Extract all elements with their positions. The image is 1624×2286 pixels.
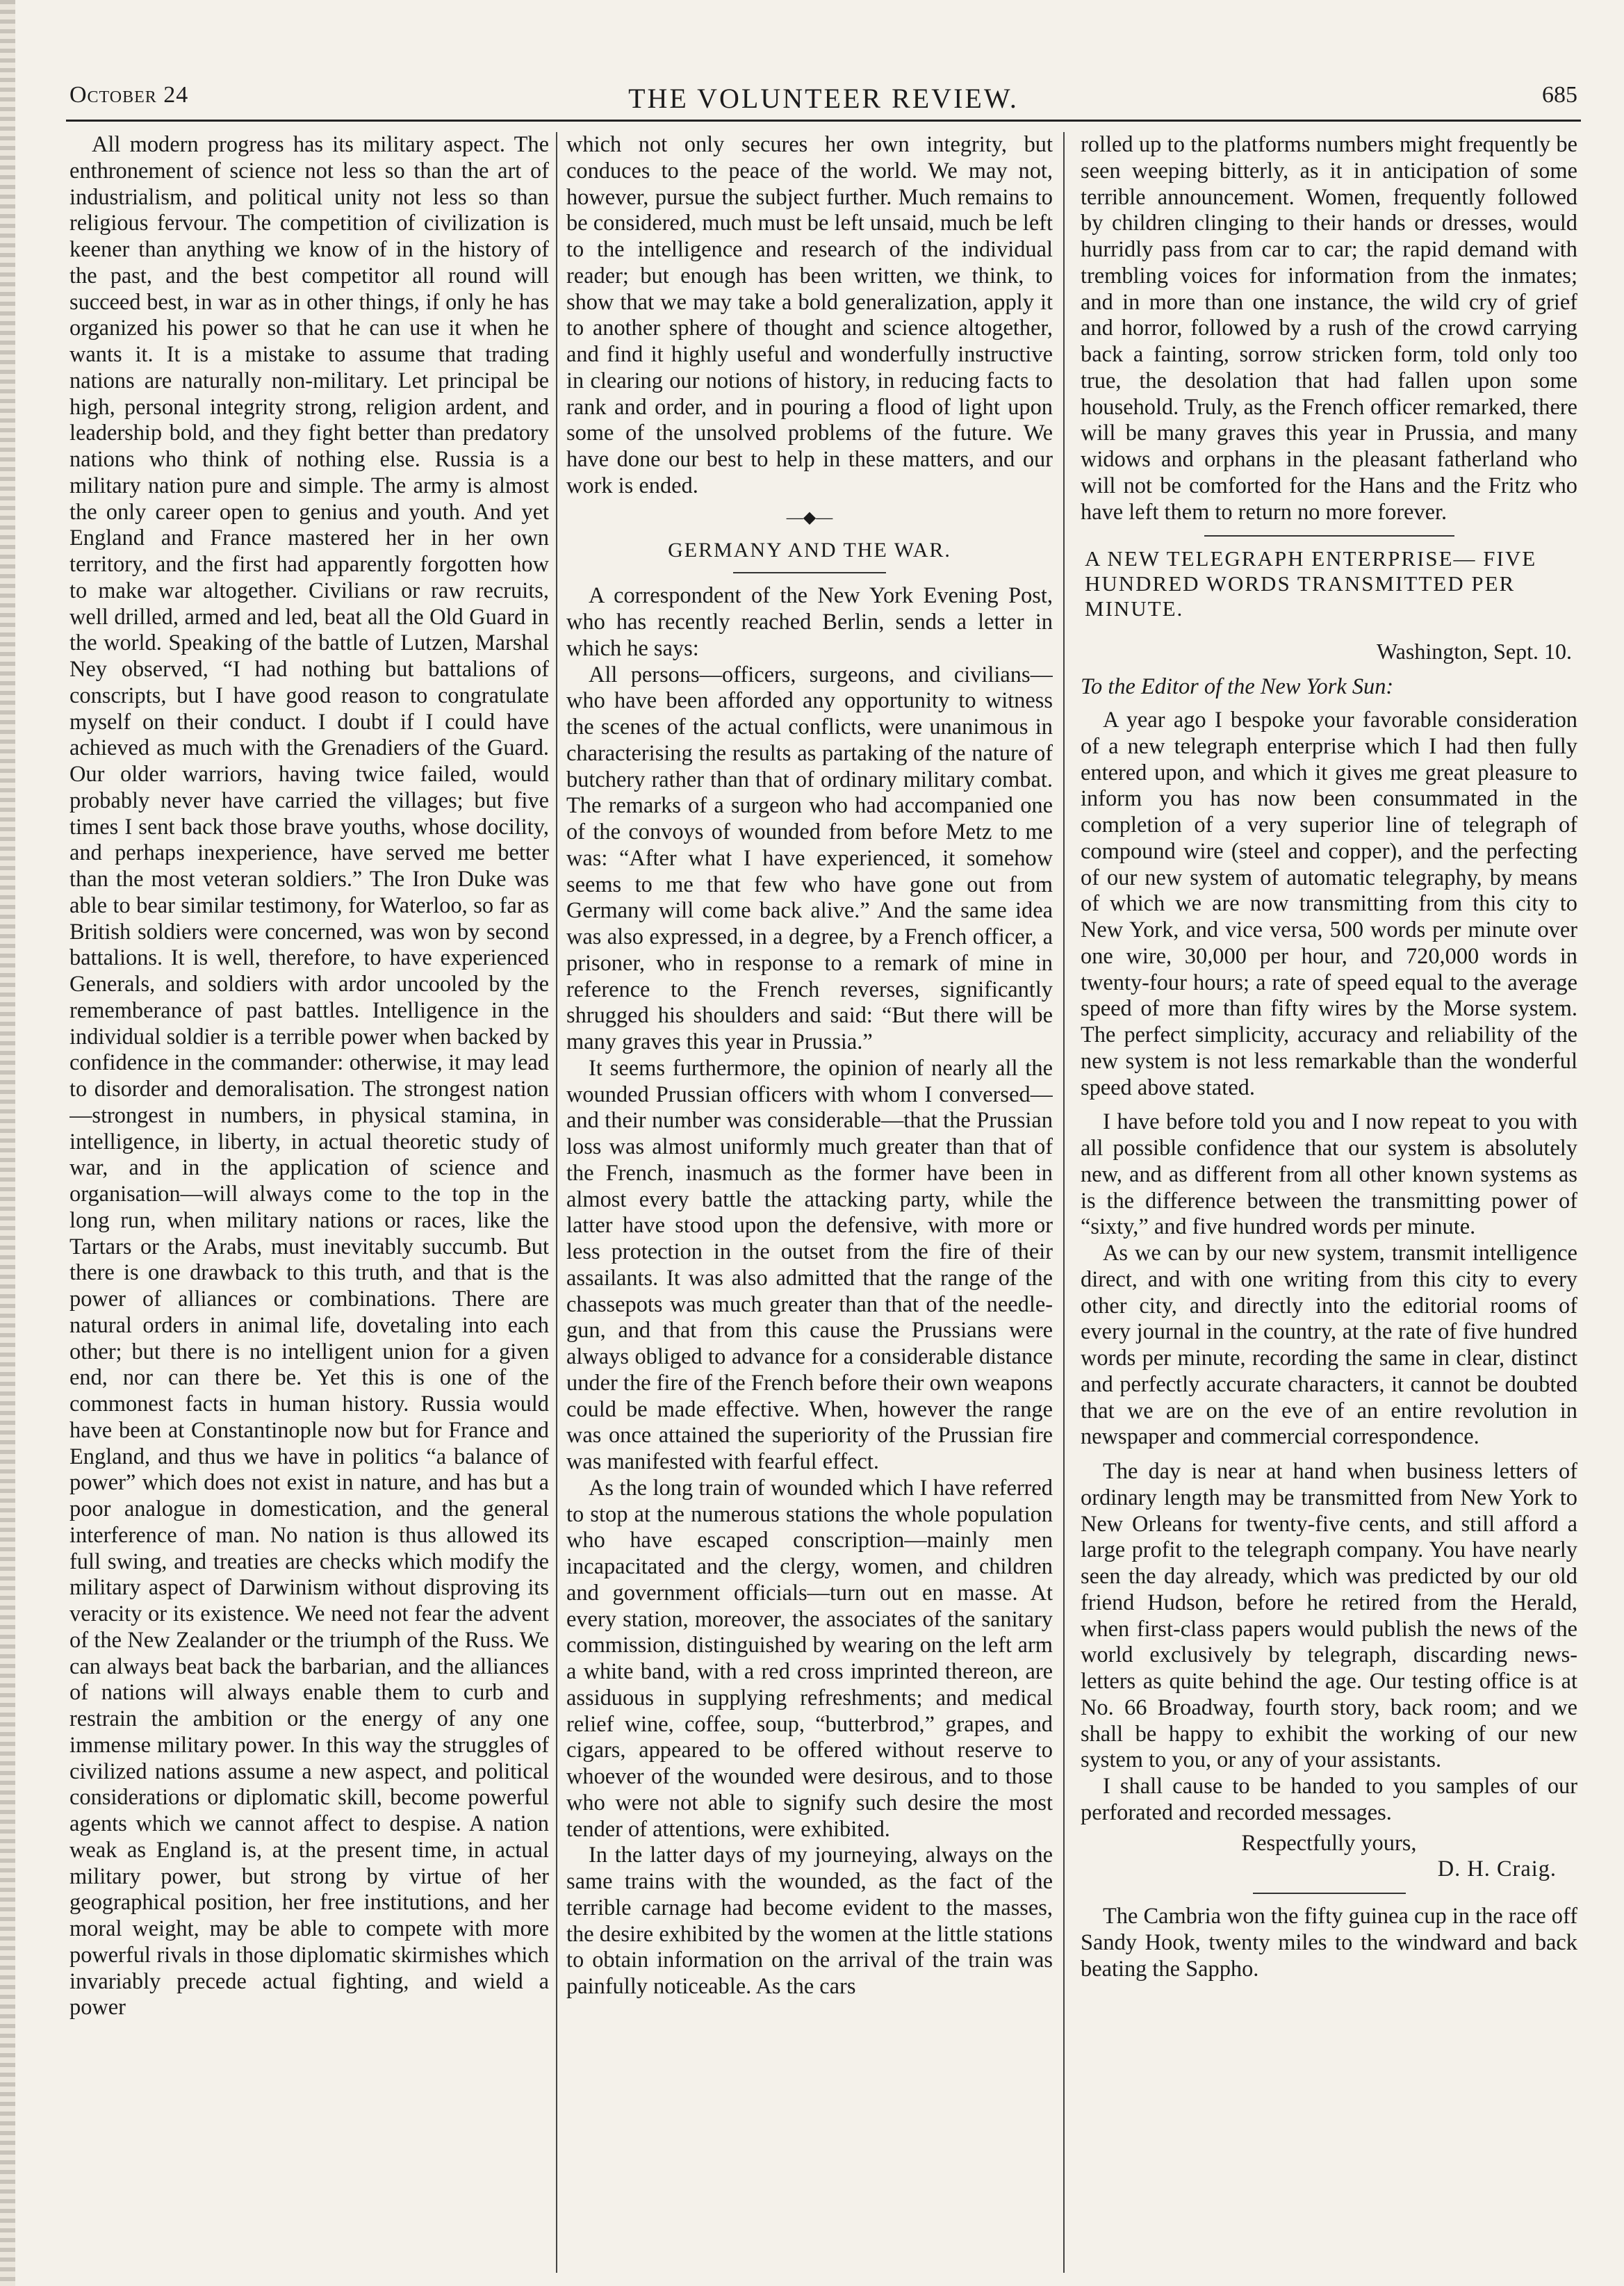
section-rule <box>733 572 886 573</box>
article-paragraph: A correspondent of the New York Evening Post, who has recently reached Berlin, sends a letter in which he says: <box>566 583 1053 661</box>
column-2 <box>566 132 1053 2259</box>
column-divider-1 <box>556 132 557 2273</box>
letter-signature: D. H. Craig. <box>1437 1856 1557 1882</box>
article-continuation: rolled up to the platforms numbers might frequently be seen weeping bitterly, as it in anticipation of some terrible announcement. Women, frequently followed by children clinging to their hands or dresses, would hurridly pass from car to car; the rapid demand with trembling voices for information from the inmates; and in more than one instance, the wild cry of grief and horror, followed by a rush of the crowd carrying back a fainting, sorrow stricken form, told only too true, the desolation that had fallen upon some household. Truly, as the French officer remarked, there will be many graves this year in Prussia, and many widows and orphans in the pleasant fatherland who will not be comforted for the Hans and the Fritz who have left them to return no more forever. <box>1081 132 1577 525</box>
page-header <box>69 82 1577 124</box>
letter-paragraph: The day is near at hand when business letters of ordinary length may be transmitted from New York to New Orleans for twenty-five cents, and still afford a large profit to the telegraph company. You have nearly seen the day already, which was predicted by our old friend Hudson, before he retired from the Herald, when first-class papers would publish the news of the world exclusively by telegraph, discarding news-letters as quite behind the age. Our testing office is at No. 66 Broadway, fourth story, back room; and we shall be happy to exhibit the working of our new system to you, or any of your assistants. <box>1081 1459 1577 1773</box>
publication-title: THE VOLUNTEER REVIEW. <box>628 83 1019 114</box>
article-paragraph: As the long train of wounded which I have referred to stop at the numerous stations the whole population who have escaped conscription—mainly men incapacitated and the clergy, women, and children and government officials—turn out en masse. At every station, moreover, the associates of the sanitary commission, distinguished by wearing on the left arm a white band, with a red cross imprinted thereon, are assiduous in supplying refreshments; and medical relief wine, coffee, soup, “butterbrod,” grapes, and cigars, appeared to be offered without reserve to whoever of the wounded were desirous, and to those who were not able to signify such desire the most tender of attentions, were exhibited. <box>566 1475 1053 1842</box>
section-ornament: —◆— <box>786 508 833 527</box>
article-paragraph: In the latter days of my journeying, always on the same trains with the wounded, as the fact of the terrible carnage had become evident to the masses, the desire exhibited by the women at the little stations to obtain information on the arrival of the train was painfully noticeable. As the cars <box>566 1843 1053 2000</box>
page-binding-edge <box>0 0 15 2286</box>
letter-paragraph: I have before told you and I now repeat to you with all possible confidence that our system is absolutely new, and as different from all other known systems as is the difference between the transmitting power of “sixty,” and five hundred words per minute. <box>1081 1109 1577 1240</box>
section-rule <box>1253 1893 1406 1894</box>
section-title-telegraph: A NEW TELEGRAPH ENTERPRISE— FIVE HUNDRED WORDS TRANSMITTED PER MINUTE. <box>1085 546 1537 621</box>
letter-paragraph: A year ago I bespoke your favorable consideration of a new telegraph enterprise which I had then fully entered upon, and which it gives me great pleasure to inform you has now been consummated in the completion of a very superior line of telegraph of compound wire (steel and copper), and the perfecting of our new system of automatic telegraphy, by means of which we are now transmitting from this city to New York, and vice versa, 500 words per minute over one wire, 30,000 per hour, and 720,000 words in twenty-four hours; a rate of speed equal to the average speed of more than fifty wires by the Morse system. The perfect simplicity, accuracy and reliability of the new system is not less remarkable than the wonderful speed above stated. <box>1081 708 1577 1100</box>
header-rule <box>66 120 1581 122</box>
section-title-germany: GERMANY AND THE WAR. <box>668 538 951 562</box>
article-paragraph: It seems furthermore, the opinion of nearly all the wounded Prussian officers with whom I conversed—and their number was considerable—that the Prussian loss was almost uniformly much greater than that of the French, inasmuch as the former have been in almost every battle the attacking party, while the latter have stood upon the defensive, with more or less protection in the outset from the fire of their assailants. It was also admitted that the range of the chassepots was much greater than that of the needle-gun, and that from this cause the Prussians were always obliged to advance for a considerable distance under the fire of the French before their own weapons could be made effective. When, however the range was once attained the superiority of the Prussian fire was manifested with fearful effect. <box>566 1055 1053 1475</box>
letter-salutation: To the Editor of the New York Sun: <box>1081 674 1394 700</box>
article-paragraph: All persons—officers, surgeons, and civilians—who have been afforded any opportunity to witness the scenes of the actual conflicts, were unanimous in characterising the results as partaking of the nature of butchery rather than that of ordinary military combat. The remarks of a surgeon who had accompanied one of the convoys of wounded from before Metz to me was: “After what I have experienced, it somehow seems to me that few who have gone out from Germany will come back alive.” And the same idea was also expressed, in a degree, by a French officer, a prisoner, who in response to a remark of mine in reference to the French reverses, significantly shrugged his shoulders and said: “But there will be many graves this year in Prussia.” <box>566 662 1053 1055</box>
column-divider-2 <box>1063 132 1065 2273</box>
letter-paragraph: I shall cause to be handed to you samples of our perforated and recorded messages. <box>1081 1774 1577 1825</box>
issue-date: October 24 <box>69 82 189 108</box>
letter-dateline: Washington, Sept. 10. <box>1377 639 1572 664</box>
letter-closing: Respectfully yours, <box>1241 1830 1417 1856</box>
section-rule <box>1204 535 1454 537</box>
column-3 <box>1081 132 1577 2259</box>
page-number: 685 <box>1542 82 1577 108</box>
footer-note: The Cambria won the fifty guinea cup in the race off Sandy Hook, twenty miles to the windward and back beating the Sappho. <box>1081 1904 1577 1982</box>
column-1 <box>69 132 549 2259</box>
article-continuation: which not only secures her own integrity, but conduces to the peace of the world. We may not, however, pursue the subject further. Much remains to be considered, much must be left unsaid, much be left to the intelligence and research of the individual reader; but enough has been written, we think, to show that we may take a bold generalization, apply it to another sphere of thought and science altogether, and find it highly useful and wonderfully instructive in clearing our notions of history, in reducing facts to rank and order, and in pouring a flood of light upon some of the unsolved problems of the future. We have done our best to help in these matters, and our work is ended. <box>566 132 1053 498</box>
letter-paragraph: As we can by our new system, transmit intelligence direct, and with one writing from this city to every other city, and directly into the editorial rooms of every journal in the country, at the rate of five hundred words per minute, recording the same in clear, distinct and perfectly accurate characters, it cannot be doubted that we are on the eve of an entire revolution in newspaper and commercial correspondence. <box>1081 1241 1577 1450</box>
article-paragraph: All modern progress has its military aspect. The enthronement of science not less so than the art of industrialism, and political unity not less so than religious fervour. The competition of civilization is keener than anything we know of in the history of the past, and the best competitor all round will succeed best, in war as in other things, if only he has organized his power so that he can use it when he wants it. It is a mistake to assume that trading nations are naturally non-military. Let principal be high, personal integrity strong, religion ardent, and leadership bold, and they fight better than predatory nations who think of nothing else. Russia is a military nation pure and simple. The army is almost the only career open to genius and youth. And yet England and France mastered her in her own territory, and the first had apparently forgotten how to make war altogether. Civilians or raw recruits, well drilled, armed and led, beat all the Old Guard in the world. Speaking of the battle of Lutzen, Marshal Ney observed, “I had nothing but battalions of conscripts, but I have good reason to congratulate myself on their conduct. I doubt if I could have achieved as much with the Grenadiers of the Guard. Our older warriors, having twice failed, would probably never have carried the villages; but five times I sent back those brave youths, whose docility, and perhaps inexperience, have served me better than the most veteran soldiers.” The Iron Duke was able to bear similar testimony, for Waterloo, so far as British soldiers were concerned, was won by second battalions. It is well, therefore, to have experienced Generals, and soldiers with ardor uncooled by the rememberance of past battles. Intelligence in the individual soldier is a terrible power when backed by confidence in the commander: otherwise, it may lead to disorder and demoralisation. The strongest nation—strongest in numbers, in physical stamina, in intelligence, in liberty, in actual theoretic study of war, and in the application of science and organisation—will always come to the top in the long run, when military nations or races, like the Tartars or the Arabs, must inevitably succumb. But there is one drawback to this truth, and that is the power of alliances or combinations. There are natural orders in animal life, dovetaling into each other; but there is no intelligent union for a given end, nor can there be. Yet this is one of the commonest facts in human history. Russia would have been at Constantinople now but for France and England, and thus we have in politics “a balance of power” which does not exist in nature, and has but a poor analogue in domestication, and the general interference of man. No nation is thus allowed its full swing, and treaties are checks which modify the military aspect of Darwinism without disproving its veracity or its existence. We need not fear the advent of the New Zealander or the triumph of the Russ. We can always beat back the barbarian, and the alliances of nations will always enable them to curb and restrain the ambition or the energy of any one immense military power. In this way the struggles of civilized nations assume a new aspect, and political considerations or diplomatic skill, become powerful agents which we cannot affect to despise. A nation weak as England is, at the present time, in actual military power, but strong by virtue of her geographical position, her free institutions, and her moral weight, may be able to compete with more powerful rivals in those diplomatic skirmishes which invariably precede actual fighting, and wield a power <box>69 132 549 2020</box>
